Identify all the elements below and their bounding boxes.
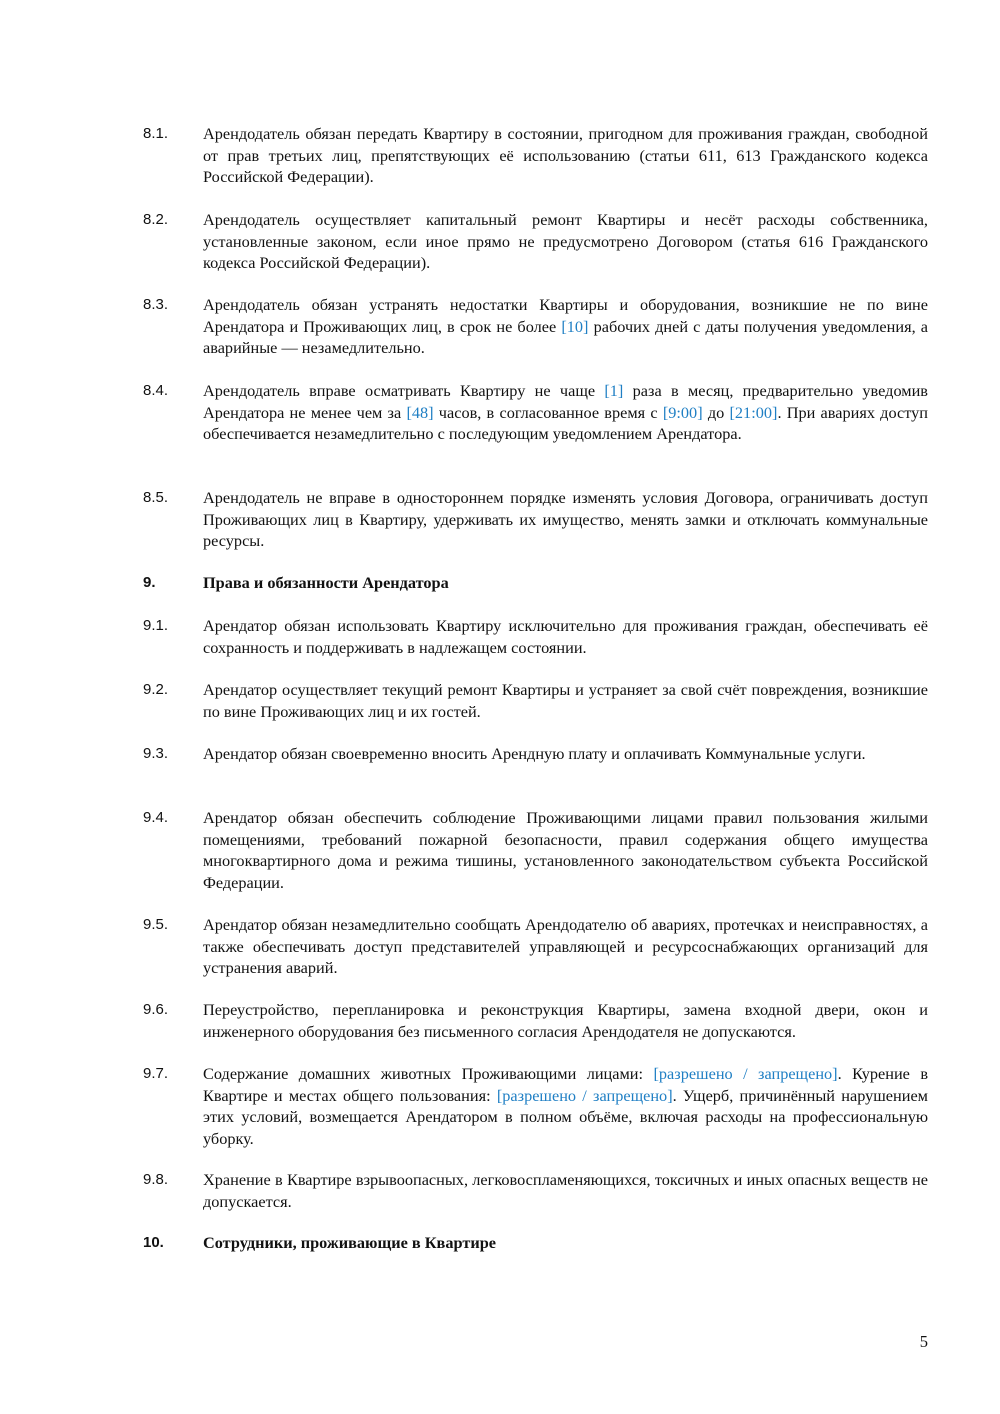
clause-text — [203, 1063, 928, 1149]
clause-text-segment: Содержание домашних животных Проживающими лицами: — [203, 1064, 654, 1083]
clause-item — [143, 123, 928, 188]
clause-text-segment: Арендатор обязан своевременно вносить Арендную плату и оплачивать Коммунальные услуги. — [203, 744, 866, 763]
clause-text-segment: раза в месяц, предварительно уведомив Арендатора не менее чем за — [203, 381, 928, 422]
clause-text — [203, 679, 928, 722]
clause-number: 9.4. — [143, 809, 169, 826]
clause-text-segment: Переустройство, перепланировка и реконструкция Квартиры, замена входной двери, окон и инженерного оборудования без письменного согласия Арендодателя не допускаются. — [203, 1000, 928, 1041]
clause-text-segment: Арендодатель обязан устранять недостатки Квартиры и оборудования, возникшие не по вине Арендатора и Проживающих лиц, в срок не более — [203, 295, 928, 336]
clause-text — [203, 123, 928, 188]
clause-text — [203, 999, 928, 1042]
clause-number: 8.5. — [143, 489, 169, 506]
clause-number: 9.6. — [143, 1001, 169, 1018]
clause-text — [203, 209, 928, 274]
clause-text-segment: до — [702, 402, 730, 422]
clause-text-segment: Арендатор обязан использовать Квартиру исключительно для проживания граждан, обеспечивать её сохранность и поддерживать в надлежащем состоянии. — [203, 616, 928, 657]
clause-text-segment: Арендатор осуществляет текущий ремонт Квартиры и устраняет за свой счёт повреждения, возникшие по вине Проживающих лиц и их гостей. — [203, 680, 928, 721]
clause-text-segment: . Ущерб, причинённый нарушением этих условий, возмещается Арендатором в полном объёме, включая расходы на профессиональную уборку. — [203, 1085, 928, 1148]
section-heading-text — [203, 572, 928, 594]
clause-number: 10. — [143, 1234, 164, 1251]
clause-text — [203, 914, 928, 979]
placeholder-field: [10] — [561, 316, 589, 336]
clause-item — [143, 380, 928, 445]
clause-text — [203, 487, 928, 552]
clause-number: 8.4. — [143, 382, 169, 399]
clause-number: 9. — [143, 574, 156, 591]
placeholder-field: [разрешено / запрещено] — [653, 1064, 838, 1083]
page-number: 5 — [919, 1332, 928, 1351]
section-heading — [143, 572, 928, 594]
clause-item — [143, 999, 928, 1042]
clause-number: 9.1. — [143, 617, 169, 634]
clause-text — [203, 807, 928, 893]
clause-item — [143, 1063, 928, 1149]
clause-text-segment: Арендодатель не вправе в одностороннем порядке изменять условия Договора, ограничивать доступ Проживающих лиц в Квартиру, удерживать их имущество, менять замки и отключать коммунальные ресурсы. — [203, 488, 928, 550]
clause-text-segment: Арендатор обязан обеспечить соблюдение Проживающими лицами правил пользования жилыми помещениями, требований пожарной безопасности, правил содержания общего имущества многоквартирного дома и режима тишины, установленного законодательством субъекта Российской Федерации. — [203, 808, 928, 892]
clause-number: 9.8. — [143, 1171, 169, 1188]
clause-text — [203, 615, 928, 658]
placeholder-field: [разрешено / запрещено] — [496, 1085, 673, 1105]
clause-text-segment: Арендодатель осуществляет капитальный ремонт Квартиры и несёт расходы собственника, установленные законом, если иное прямо не предусмотрено Договором (статья 616 Гражданского кодекса Российской Федерации). — [203, 210, 928, 272]
clause-text — [203, 1169, 928, 1212]
clause-number: 8.1. — [143, 125, 169, 142]
clause-text-segment: часов, в согласованное время с — [433, 402, 663, 422]
clause-number: 8.2. — [143, 211, 169, 228]
clause-text-segment: . При авариях доступ обеспечивается незамедлительно с последующим уведомлением Арендатора. — [203, 402, 928, 443]
placeholder-field: [48] — [406, 402, 434, 422]
clause-text-segment: Арендатор обязан незамедлительно сообщать Арендодателю об авариях, протечках и неисправностях, а также обеспечивать доступ представителей управляющей и ресурсоснабжающих организаций для устранения аварий. — [203, 915, 928, 977]
clause-item — [143, 807, 928, 893]
clause-number: 9.7. — [143, 1065, 169, 1082]
clause-number: 9.5. — [143, 916, 169, 933]
clause-item — [143, 487, 928, 552]
clause-text-segment: Права и обязанности Арендатора — [203, 573, 449, 592]
placeholder-field: [9:00] — [662, 402, 703, 422]
clause-text-segment: . Курение в Квартире и местах общего пользования: — [203, 1064, 929, 1105]
clause-text-segment: Арендодатель вправе осматривать Квартиру не чаще — [203, 381, 605, 400]
placeholder-field: [1] — [604, 381, 624, 400]
clause-number: 8.3. — [143, 296, 169, 313]
clause-item — [143, 1169, 928, 1212]
clause-number: 9.2. — [143, 681, 169, 698]
clause-item — [143, 743, 928, 765]
clause-text-segment: рабочих дней с даты получения уведомления, а аварийные — незамедлительно. — [203, 316, 928, 357]
clause-item — [143, 615, 928, 658]
clause-text-segment: Хранение в Квартире взрывоопасных, легковоспламеняющихся, токсичных и иных опасных веществ не допускается. — [203, 1170, 928, 1211]
clause-item — [143, 914, 928, 979]
clause-text — [203, 294, 928, 359]
clause-item — [143, 679, 928, 722]
section-heading-text — [203, 1232, 928, 1254]
clause-item — [143, 294, 928, 359]
clause-text-segment: Сотрудники, проживающие в Квартире — [203, 1233, 496, 1252]
clause-number: 9.3. — [143, 745, 169, 762]
clause-text — [203, 743, 928, 765]
clause-text — [203, 380, 928, 445]
clause-item — [143, 209, 928, 274]
section-heading — [143, 1232, 928, 1254]
placeholder-field: [21:00] — [729, 402, 778, 422]
clause-text-segment: Арендодатель обязан передать Квартиру в состоянии, пригодном для проживания граждан, свободной от прав третьих лиц, препятствующих её использованию (статьи 611, 613 Гражданского кодекса Российской Федерации). — [203, 124, 928, 186]
